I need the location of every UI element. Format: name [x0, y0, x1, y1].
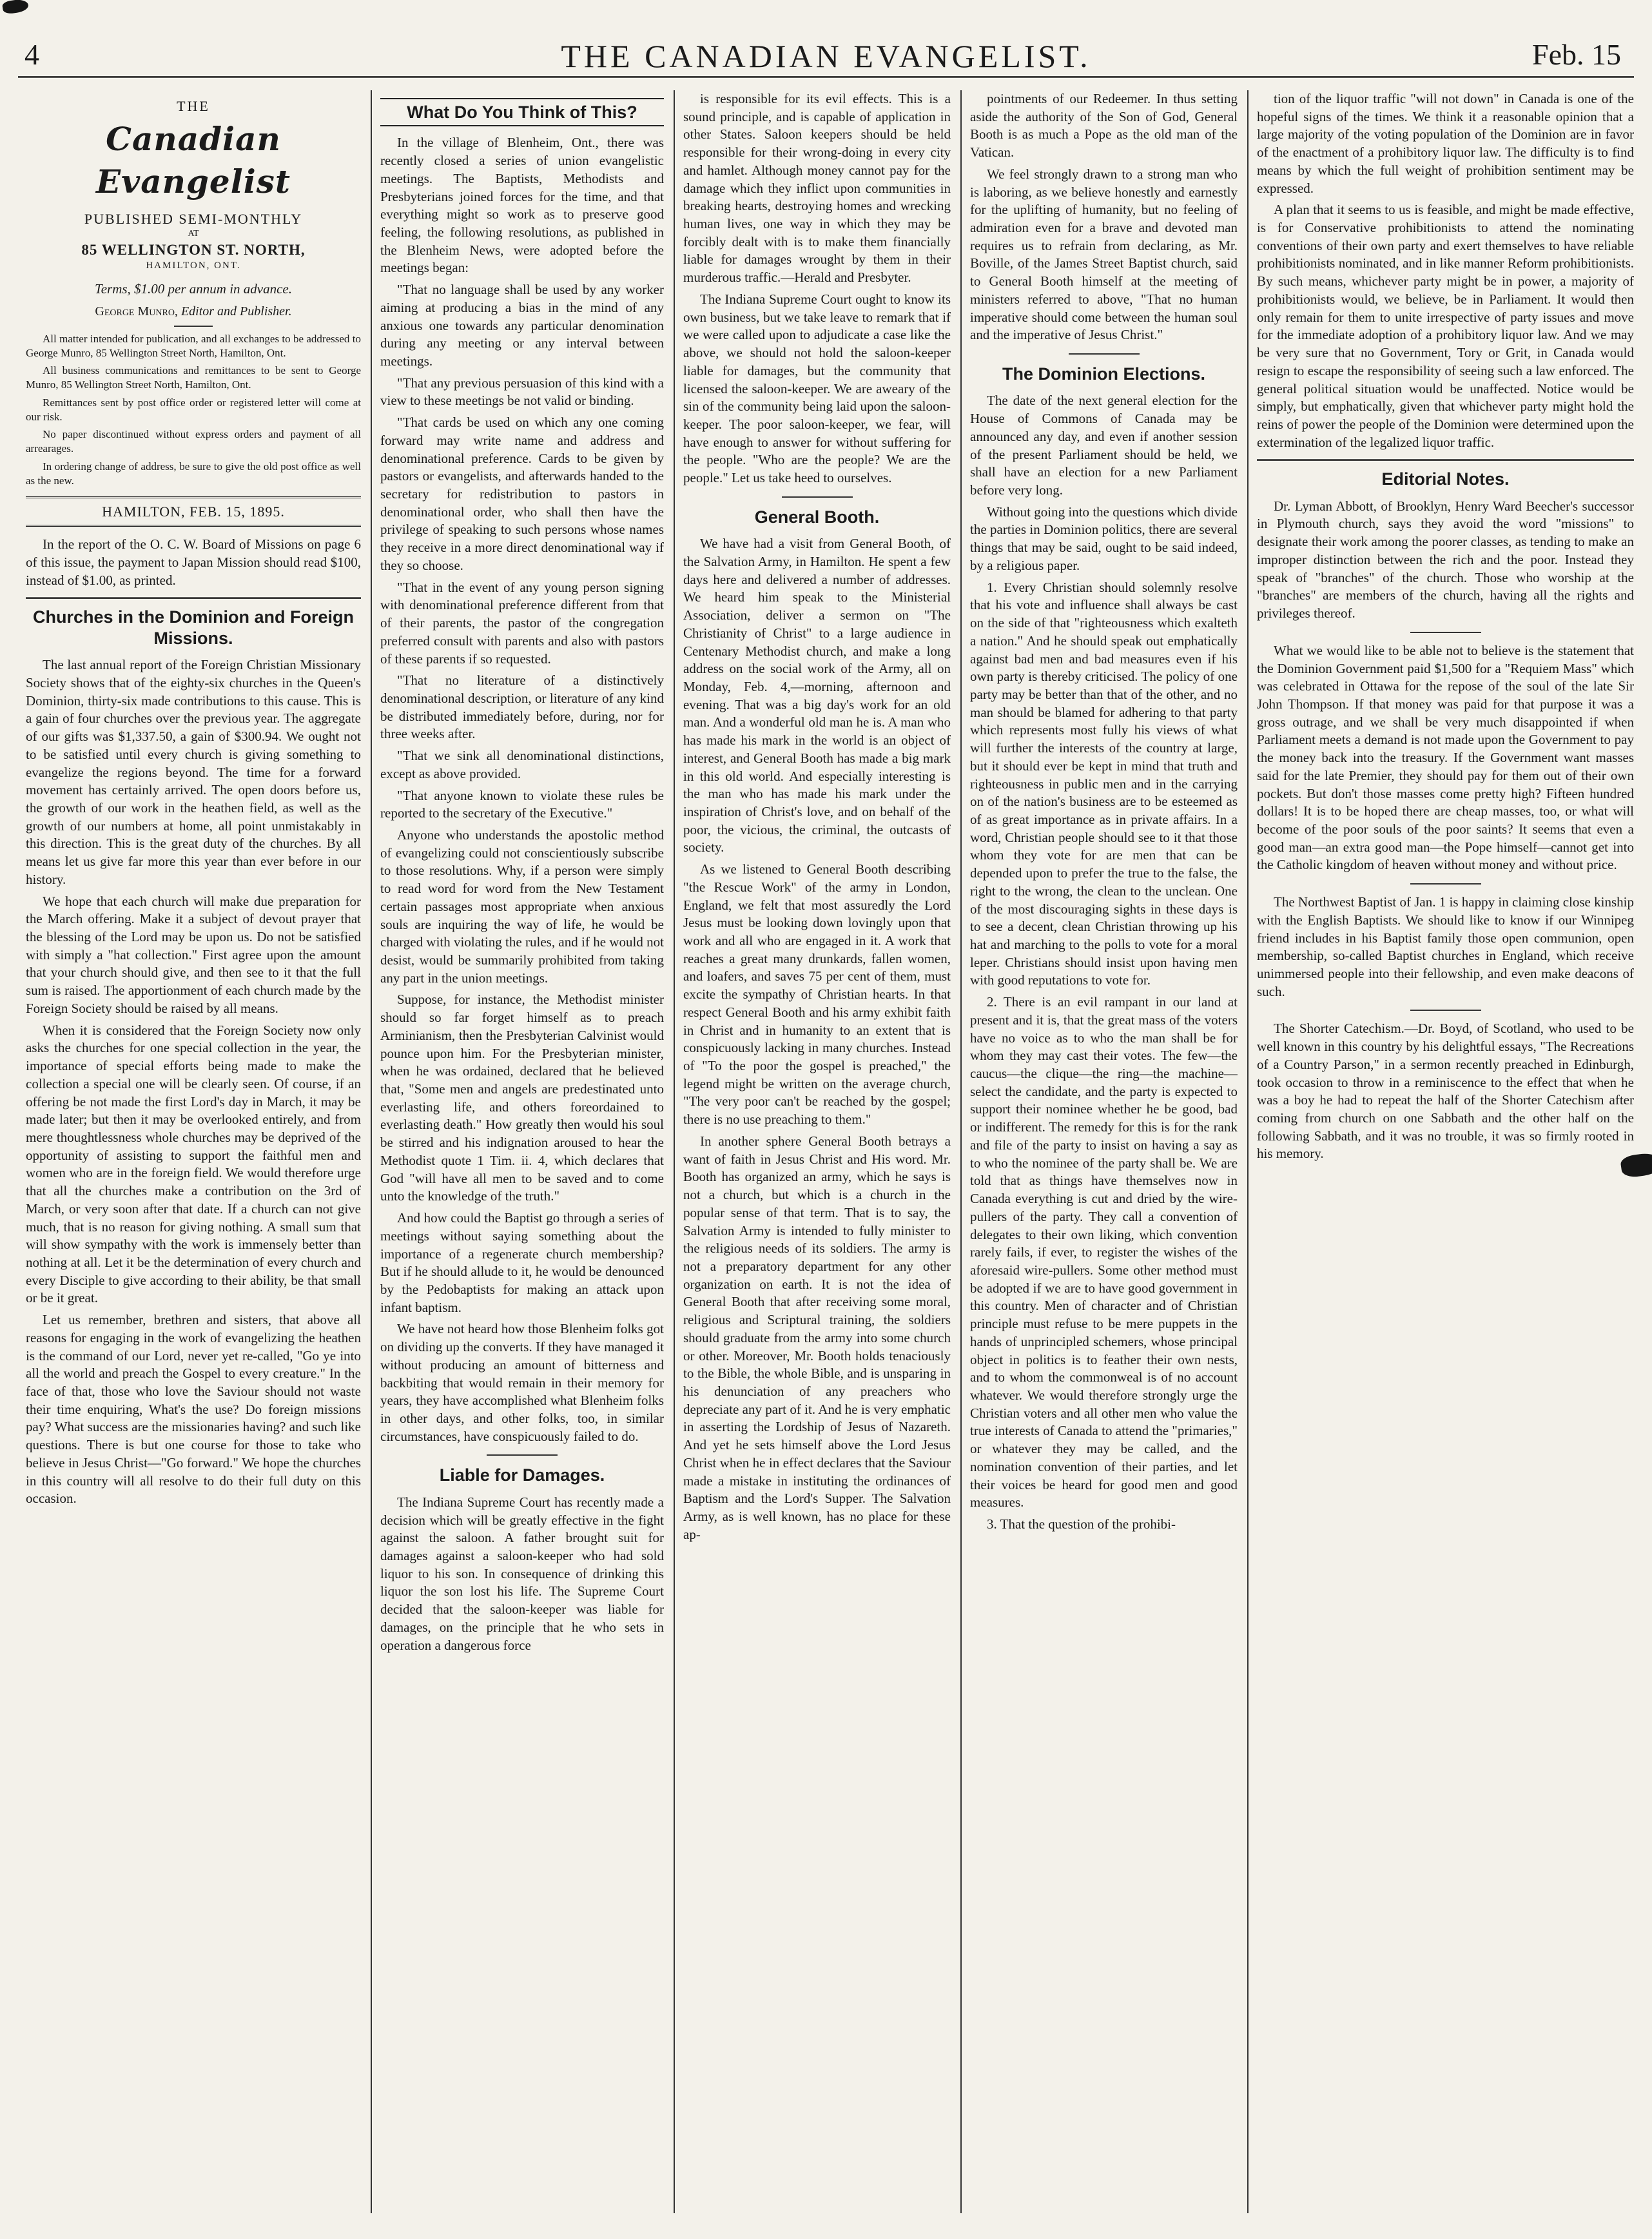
article-paragraph: What we would like to be able not to believe is the statement that the Dominion Government paid $1,500 for a "Requiem Mass" which was celebrated in Ottawa for the repose of the soul of the late Sir John Thompson. If that money was paid for that purpose it was a gross outrage, and we shall be very much disappointed if when Parliament meets a demand is not made upon the Government to pay the money back into the treasury. If the Government want masses said for the late Premier, they should pay for them out of their own pockets. But don't those masses come pretty high? Fifteen hundred dollars! It is to be hoped there are cheap masses, too, or what will become of the poor souls of the poor saints? It seems that even a good man—an extra good man—the Pope himself—cannot get into the Catholic kingdom of heaven without money and without price. — [1257, 642, 1634, 873]
article-paragraph: A plan that it seems to us is feasible, and might be made effective, is for Conservative prohibitionists to attend the nominating conventions of their own party and exert themselves to have reliable prohibitionists nominated, and in like manner Reform prohibitionists. By such means, whichever party might be in power, a majority of prohibitionists would, we believe, be in Parliament. It would then only remain for them to unite irrespective of party issues and move for the immediate adoption of a prohibitory liquor law. And we may be very sure that no Government, Tory or Grit, in Canada would resign to escape the responsibility of seeing such a law enforced. The general political situation would be unaffected. Notice would be simply, but emphatically, given that whichever party might hold the reins of power the people of the Dominion were determined upon the extermination of the legalized liquor traffic. — [1257, 202, 1634, 450]
masthead-editor — [26, 303, 361, 320]
issue-date: Feb. 15 — [1532, 38, 1621, 71]
notice-business: All business communications and remittances to be sent to George Munro, 85 Wellington Street North, Hamilton, Ont. — [26, 364, 361, 391]
article-paragraph: Let us remember, brethren and sisters, that above all reasons for engaging in the work of evangelizing the heathen is the command of our Lord, never yet re-called, "Go ye into all the world and preach the Gospel to every creature." In the face of that, those who love the Saviour should not waste their time enquiring, What's the use? Do foreign missions pay? What success are the missionaries having? and such like questions. There is but one course for those to take who believe in Jesus Christ—"Go forward." We hope the churches in this country will all resolve to do their full duty on this occasion. — [26, 1312, 361, 1507]
editor-role: Editor and Publisher. — [180, 304, 292, 319]
headline-dominion-elections: The Dominion Elections. — [1002, 364, 1206, 384]
section-rule — [1069, 353, 1140, 355]
column-rule — [960, 90, 962, 2213]
section-rule — [1410, 1010, 1481, 1011]
section-rule — [487, 1454, 558, 1456]
dateline: HAMILTON, FEB. 15, 1895. — [26, 496, 361, 527]
notice-publication: All matter intended for publication, and all exchanges to be addressed to George Munro, 85 Wellington Street North, Hamilton, Ont. — [26, 332, 361, 359]
article-paragraph: Without going into the questions which divide the parties in Dominion politics, there are several things that may be said, ought to be said indeed, by a religious paper. — [970, 504, 1238, 573]
correction-note: In the report of the O. C. W. Board of Missions on page 6 of this issue, the payment to Japan Mission should read $100, instead of $1.00, as printed. — [26, 536, 361, 588]
section-rule — [1257, 459, 1634, 461]
article-paragraph: We have not heard how those Blenheim folks got on dividing up the converts. If they have managed it without producing an amount of bitterness and backbiting that would remain in their memory for years, they have accomplished what Blenheim folks in other days, and other folks, too, in similar circumstances, have conspicuously failed to do. — [380, 1321, 664, 1444]
section-rule — [1410, 632, 1481, 633]
column-3 — [683, 90, 951, 2213]
headline-general-booth: General Booth. — [754, 507, 880, 527]
article-paragraph: "That no language shall be used by any worker aiming at producing a bias in the mind of any anxious one towards any particular denomination during any meeting or any interval between meetings. — [380, 282, 664, 369]
masthead-terms: Terms, $1.00 per annum in advance. — [94, 280, 293, 297]
column-1 — [26, 90, 361, 2213]
article-paragraph: "That no literature of a distinctively denominational description, or literature of any kind be distributed immediately before, during, nor for three weeks after. — [380, 672, 664, 742]
headline-churches-missions: Churches in the Dominion and Foreign Missions. — [32, 607, 354, 648]
column-5 — [1257, 90, 1634, 2213]
article-paragraph: "That in the event of any young person signing with denominational preference different from that of their parents, the pastor of the congregation preferred consult with parents and also with pastors of these parents if so requested. — [380, 579, 664, 667]
article-paragraph: The Northwest Baptist of Jan. 1 is happy in claiming close kinship with the English Baptists. We should like to know if our Winnipeg friend includes in his Baptist family those open communion, open membership, so-called Baptist churches in England, which receive unimmersed people into their fellowship, and even make deacons of such. — [1257, 894, 1634, 999]
article-paragraph: Suppose, for instance, the Methodist minister should so far forget himself as to preach Arminianism, then the Presbyterian Calvinist would pounce upon him. For the Presbyterian minister, when he was ordained, declared that he believed that, "Some men and angels are predestinated unto everlasting life, and others foreordained to everlasting death." How greatly then would his soul be stirred and his indignation aroused to hear the Methodist quote 1 Tim. ii. 4, which declares that God "will have all men to be saved and to come unto the knowledge of the truth." — [380, 992, 664, 1204]
section-rule — [782, 496, 853, 498]
article-paragraph: We feel strongly drawn to a strong man who is laboring, as we believe honestly and earnestly for the uplifting of humanity, but no feeling of admiration even for a brave and devoted man requires us to refrain from declaring, as Mr. Boville, of the James Street Baptist church, said to General Booth himself at the meeting of ministers referred to above, "That no human imperative should come between the human soul and the imperative of Jesus Christ." — [970, 166, 1238, 343]
notice-remittances: Remittances sent by post office order or registered letter will come at our risk. — [26, 396, 361, 423]
headline-liable-for-damages: Liable for Damages. — [439, 1465, 605, 1485]
headline-editorial-notes: Editorial Notes. — [1381, 469, 1510, 489]
article-paragraph: In the village of Blenheim, Ont., there was recently closed a series of union evangelistic meetings. The Baptists, Methodists and Presbyterians joined forces for the time, and that everything might so work as to preserve good feeling, the following resolutions, as published in the Blenheim News, were adopted before the meetings began: — [380, 135, 664, 276]
masthead-rule — [174, 326, 213, 327]
column-rule — [674, 90, 675, 2213]
masthead-title: Canadian Evangelist — [96, 120, 291, 201]
article-paragraph: 1. Every Christian should solemnly resolve that his vote and influence shall always be cast on the side of that "righteousness which exalteth a nation." And he should speak out emphatically against bad men and bad measures even if his own party is thereby criticised. The policy of one party may be better than that of the other, and no man should be blamed for adhering to that party which represents most fully his views of what will further the interests of the country at large, but it should ever be kept in mind that truth and righteousness in public men and in the carrying on of the nation's business are to be esteemed as of as great importance as in private affairs. In a word, Christian people should see to it that those whom they vote for are men that can be depended upon to prefer the true to the false, the right to the wrong, the clean to the unclean. One of the most discouraging sights in these days is to see a decent, clean Christian throwing up his hat and marching to the polls to vote for a moral leper. Christians should insist upon having men with good reputations to vote for. — [970, 579, 1238, 988]
article-paragraph: The last annual report of the Foreign Christian Missionary Society shows that of the eighty-six churches in the Queen's Dominion, thirty-six made contributions to this cause. This is a gain of four churches over the previous year. The aggregate of our gifts was $1,337.50, a gain of $300.94. We ought not to be satisfied until every church is giving something to evangelize the regions beyond. The time for a forward movement has certainly arrived. The open doors before us, the growth of our work in the heathen field, as well as the growth of our numbers at home, all point unmistakably in this direction. This is the great duty of the churches. By all means let us give far more this year than ever before in our history. — [26, 657, 361, 887]
article-paragraph: Anyone who understands the apostolic method of evangelizing could not conscientiously subscribe to those resolutions. Why, if a person were simply to read word for word from the New Testament certain passages most appropriate when anxious souls are inquiring the way of life, he would be charged with violating the rules, and if he would not desist, would be summarily prohibited from taking any part in the union meetings. — [380, 826, 664, 986]
column-rule — [371, 90, 372, 2213]
article-paragraph: Dr. Lyman Abbott, of Brooklyn, Henry Ward Beecher's successor in Plymouth church, says they avoid the word "missions" to designate their work among the poorer classes, as tending to make an improper distinction between the rich and the poor. Instead they speak of "branches" of the church. Those who worship at the "branches" are members of the church, having all the rights and privileges thereof. — [1257, 498, 1634, 621]
masthead-frequency: PUBLISHED SEMI-MONTHLY — [84, 211, 303, 228]
publication-title: THE CANADIAN EVANGELIST. — [561, 38, 1091, 74]
article-paragraph: "That any previous persuasion of this kind with a view to these meetings be not valid or binding. — [380, 375, 664, 409]
article-paragraph: As we listened to General Booth describing "the Rescue Work" of the army in London, England, we felt that most assuredly the Lord Jesus must be looking down lovingly upon that work and all who are engaged in it. A work that reaches a great many drunkards, fallen women, and loafers, and saves 75 per cent of them, must excite the sympathy of Christian hearts. In that respect General Booth and his army exhibit faith in Christ and in humanity to an extent that is conspicuously lacking in many churches. Instead of "To the poor the gospel is preached," the legend might be written on the average church, "The very poor can't be reached by the gospel; there is no use preaching to them." — [683, 861, 951, 1128]
masthead — [26, 97, 361, 327]
headline-what-do-you-think: What Do You Think of This? — [380, 98, 664, 126]
article-paragraph: "That cards be used on which any one coming forward may write name and address and denominational preference. Cards to be given by pastors or evangelists, and afterwards handed to the secretary for redistribution to pastors in denominational order, who shall then have the privilege of speaking to such persons whose names they receive in a more direct denominational way if they so choose. — [380, 415, 664, 573]
notice-address-change: In ordering change of address, be sure to give the old post office as well as the new. — [26, 460, 361, 487]
article-paragraph: is responsible for its evil effects. This is a sound principle, and is capable of application in other States. Saloon keepers should be held responsible for their wrong-doing in every city and hamlet. Although money cannot pay for the damage which they inflict upon communities in breaking hearts, destroying homes and wrecking human lives, one way in which they may be forcibly dealt with is to make them financially liable for damages wrought by them in their murderous traffic.—Herald and Presbyter. — [683, 91, 951, 286]
article-paragraph: tion of the liquor traffic "will not down" in Canada is one of the hopeful signs of the times. We think it a reasonable opinion that a large majority of the voting population of the Dominion are in favor of the enactment of a prohibitory liquor law. The difficulty is to find means by which the full weight of prohibition sentiment may be expressed. — [1257, 91, 1634, 196]
section-rule — [26, 597, 361, 599]
masthead-the: THE — [177, 98, 210, 114]
article-paragraph: The Indiana Supreme Court has recently made a decision which will be greatly effective in the fight against the saloon. A father brought suit for damages against a saloon-keeper who had sold liquor to his son. In consequence of drinking this liquor the son lost his life. The Supreme Court decided that the saloon-keeper was liable for damages, on the principle that he who sets in operation a dangerous force — [380, 1494, 664, 1653]
masthead-city: HAMILTON, ONT. — [146, 260, 241, 271]
column-4 — [970, 90, 1238, 2213]
article-paragraph: pointments of our Redeemer. In thus setting aside the authority of the Son of God, General Booth is as much a Pope as the old man of the Vatican. — [970, 91, 1238, 161]
page-number: 4 — [24, 38, 39, 71]
article-paragraph: And how could the Baptist go through a series of meetings without saying something about the importance of a regenerate church membership? But if he should allude to it, he would be denounced by the Pedobaptists for making an attack upon infant baptism. — [380, 1210, 664, 1315]
masthead-address: 85 WELLINGTON ST. NORTH, — [81, 241, 306, 258]
article-paragraph: When it is considered that the Foreign Society now only asks the churches for one special collection in the year, the importance of special efforts being made to make the collection a special one will be clearly seen. Of course, if an offering be not made the first Lord's day in March, it may be made later; but then it may be overlooked entirely, and from mere thoughtlessness whole churches may be deprived of the opportunity of assisting to support the faithful men and women who are in the foreign field. We would therefore urge that all the churches make a contribution on the 3rd of March, or very soon after that date. If a church can not give much, that is no reason for giving nothing. A small sum that will show sympathy with the work is immensely better than nothing at all. Let it be the determination of every church and every Disciple to give according to their ability, be that small or be it great. — [26, 1022, 361, 1306]
article-paragraph: We have had a visit from General Booth, of the Salvation Army, in Hamilton. He spent a few days here and delivered a number of addresses. We heard him speak to the Ministerial Association, deliver a sermon on "The Christianity of Christ" to a large audience in Centenary Methodist church, and make a long address on the social work of the Army, all on Monday, Feb. 4,—morning, afternoon and evening. That was a big day's work for an old man. And a wonderful old man he is. A man who has made his mark in the world is an object of interest, and General Booth has made a big mark in this old world. And especially interesting is the man who has made his mark under the inspiration of Christ's love, and on behalf of the poor, the vicious, the criminal, the outcasts of society. — [683, 536, 951, 856]
column-rule — [1247, 90, 1249, 2213]
article-paragraph: The Shorter Catechism.—Dr. Boyd, of Scotland, who used to be well known in this country by his delightful essays, "The Recreations of a Country Parson," in a sermon recently preached in Edinburgh, took occasion to throw in a reminiscence to the effect that when he was a boy he had to repeat the half of the Shorter Catechism after coming from church on one Sabbath and the other half on the following Sabbath, and it was no trouble, it was so firmly rooted in his memory. — [1257, 1021, 1634, 1162]
notice-discontinued: No paper discontinued without express orders and payment of all arrearages. — [26, 428, 361, 455]
article-paragraph: 3. That the question of the prohibi- — [987, 1516, 1176, 1532]
article-paragraph: "That we sink all denominational distinctions, except as above provided. — [380, 748, 664, 781]
section-rule — [1410, 883, 1481, 885]
article-paragraph: "That anyone known to violate these rules be reported to the secretary of the Executive." — [380, 787, 664, 821]
article-paragraph: We hope that each church will make due preparation for the March offering. Make it a subject of devout prayer that the blessing of the Lord may be upon us. Do not be satisfied with simply a "hat collection." First agree upon the amount that your church should give, and then see to it that the full sum is raised. The apportionment of each church made by the Foreign Society should be raised by all means. — [26, 893, 361, 1016]
article-paragraph: In another sphere General Booth betrays a want of faith in Jesus Christ and His word. Mr. Booth has organized an army, which he says is not a church, but which is a church in the popular sense of that term. That is to say, the Salvation Army is intended to fully minister to the religious needs of its soldiers. The army is not a preparatory department for any other organization on earth. It is not the idea of General Booth that after receiving some moral, religious and Scriptural training, the soldiers should graduate from the army into some church or other. Moreover, Mr. Booth holds tenaciously to the Bible, the whole Bible, and is unsparing in his denunciation of any preachers who depreciate any part of it. And he is very emphatic in asserting the Lordship of Jesus of Nazareth. And yet he sets himself above the Lord Jesus Christ when he in effect declares that the Saviour made a mistake in instituting the ordinances of Baptism and the Lord's Supper. The Salvation Army, as is well known, has no place for these ap- — [683, 1133, 951, 1542]
running-header — [18, 12, 1634, 78]
article-paragraph: 2. There is an evil rampant in our land at present and it is, that the great mass of the voters have no voice as to who the man shall be for whom they may cast their votes. The few—the caucus—the clique—the ring—the machine—select the candidate, and the party is expected to support their nominee whether he be good, bad or indifferent. The remedy for this is for the rank and file of the party to insist on having a say as to who the nominee of the party shall be. We are told that as things have themselves now in Canada everything is cut and dried by the wire-pullers of the party. They call a convention of delegates to their own liking, which convention rarely fails, if ever, to register the wishes of the aforesaid wire-pullers. Some other method must be adopted if we are to have good government in this country. Men of character and of Christian principle must refuse to be mere puppets in the hands of unprincipled schemers, whose principal object in politics is to feather their own nests, and to whom the commonweal is of no account whatever. We would therefore strongly urge the Christian voters and all other men who value the true interests of Canada to attend the "primaries," or whatever they may be called, and the nomination convention of their parties, and let their voices be heard for good men and good measures. — [970, 994, 1238, 1511]
article-paragraph: The date of the next general election for the House of Commons of Canada may be announced any day, and even if another session of the present Parliament should be held, we shall have an election for a new Parliament before very long. — [970, 393, 1238, 498]
column-2 — [380, 90, 664, 2213]
article-paragraph: The Indiana Supreme Court ought to know its own business, but we take leave to remark that if we were called upon to adjudicate a case like the above, we should not hold the saloon-keeper liable for damages, but the community that licensed the saloon-keeper. We are aweary of the sin of the community being laid upon the saloon-keeper. The poor saloon-keeper, we fear, will have enough to answer for without suffering for the people. "Who are the people? We are the people." Let us take heed to ourselves. — [683, 291, 951, 486]
masthead-at: AT — [188, 229, 199, 239]
editor-name: George Munro, — [95, 304, 178, 319]
